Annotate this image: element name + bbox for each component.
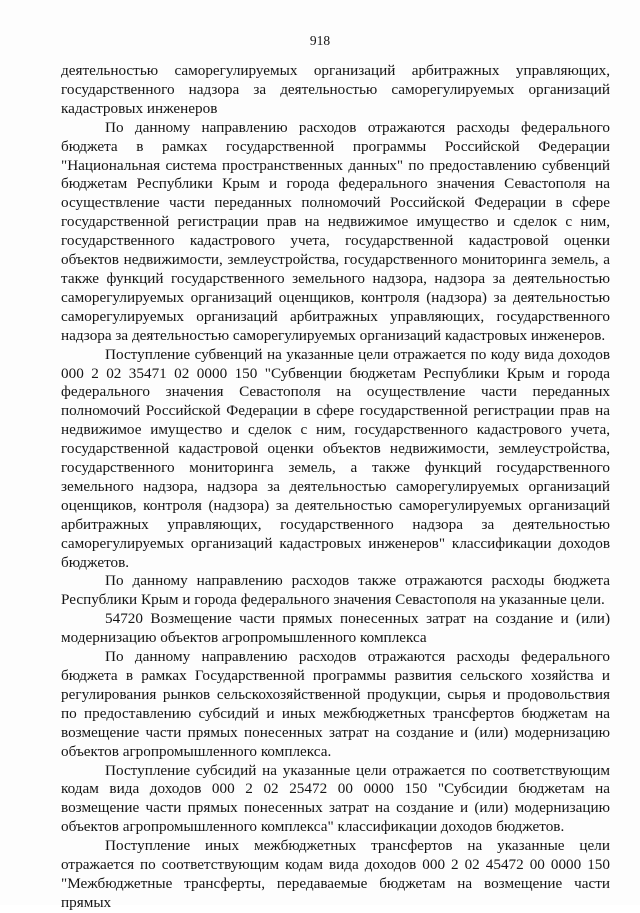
paragraph-1: деятельностью саморегулируемых организаций арбитражных управляющих, государственного надзора за деятельностью саморегулируемых организаций кадастровых инженеров [61, 62, 610, 117]
paragraph-6: По данному направлению расходов отражаются расходы федерального бюджета в рамках Государственной программы развития сельского хозяйства и регулирования рынков сельскохозяйственной продукции, сырья и продовольствия по предоставлению субсидий и иных межбюджетных трансфертов бюджетам на возмещение части прямых понесенных затрат на создание и (или) модернизацию объектов агропромышленного комплекса. [61, 648, 610, 760]
paragraph-2: По данному направлению расходов отражаются расходы федерального бюджета в рамках государственной программы Российской Федерации "Национальная система пространственных данных" по предоставлению субвенций бюджетам Республики Крым и города федерального значения Севастополя на осуществление части переданных полномочий Российской Федерации в сфере государственной регистрации прав на недвижимое имущество и сделок с ним, государственного кадастрового учета, государственной кадастровой оценки объектов недвижимости, землеустройства, государственного мониторинга земель, а также функций государственного земельного надзора, надзора за деятельностью саморегулируемых организаций оценщиков, контроля (надзора) за деятельностью саморегулируемых организаций арбитражных управляющих, государственного надзора за деятельностью саморегулируемых организаций кадастровых инженеров. [61, 118, 610, 344]
paragraph-4: По данному направлению расходов также отражаются расходы бюджета Республики Крым и города федерального значения Севастополя на указанные цели. [61, 572, 610, 609]
section-heading-54720: 54720 Возмещение части прямых понесенных затрат на создание и (или) модернизацию объектов агропромышленного комплекса [61, 610, 610, 647]
page-number: 918 [309, 33, 331, 48]
paragraph-3: Поступление субвенций на указанные цели отражается по коду вида доходов 000 2 02 35471 02 0000 150 "Субвенции бюджетам Республики Крым и города федерального значения Севастополя на осуществление части переданных полномочий Российской Федерации в сфере государственной регистрации прав на недвижимое имущество и сделок с ним, государственного кадастрового учета, государственной кадастровой оценки объектов недвижимости, землеустройства, государственного мониторинга земель, а также функций государственного земельного надзора, надзора за деятельностью саморегулируемых организаций оценщиков, контроля (надзора) за деятельностью саморегулируемых организаций арбитражных управляющих, государственного надзора за деятельностью саморегулируемых организаций кадастровых инженеров" классификации доходов бюджетов. [61, 345, 610, 571]
paragraph-8: Поступление иных межбюджетных трансфертов на указанные цели отражается по соответствующим кодам вида доходов 000 2 02 45472 00 0000 150 "Межбюджетные трансферты, передаваемые бюджетам на возмещение части прямых [61, 837, 610, 911]
document-body [61, 62, 610, 913]
paragraph-7: Поступление субсидий на указанные цели отражается по соответствующим кодам вида доходов 000 2 02 25472 00 0000 150 "Субсидии бюджетам на возмещение части прямых понесенных затрат на создание и (или) модернизацию объектов агропромышленного комплекса" классификации доходов бюджетов. [61, 761, 610, 836]
